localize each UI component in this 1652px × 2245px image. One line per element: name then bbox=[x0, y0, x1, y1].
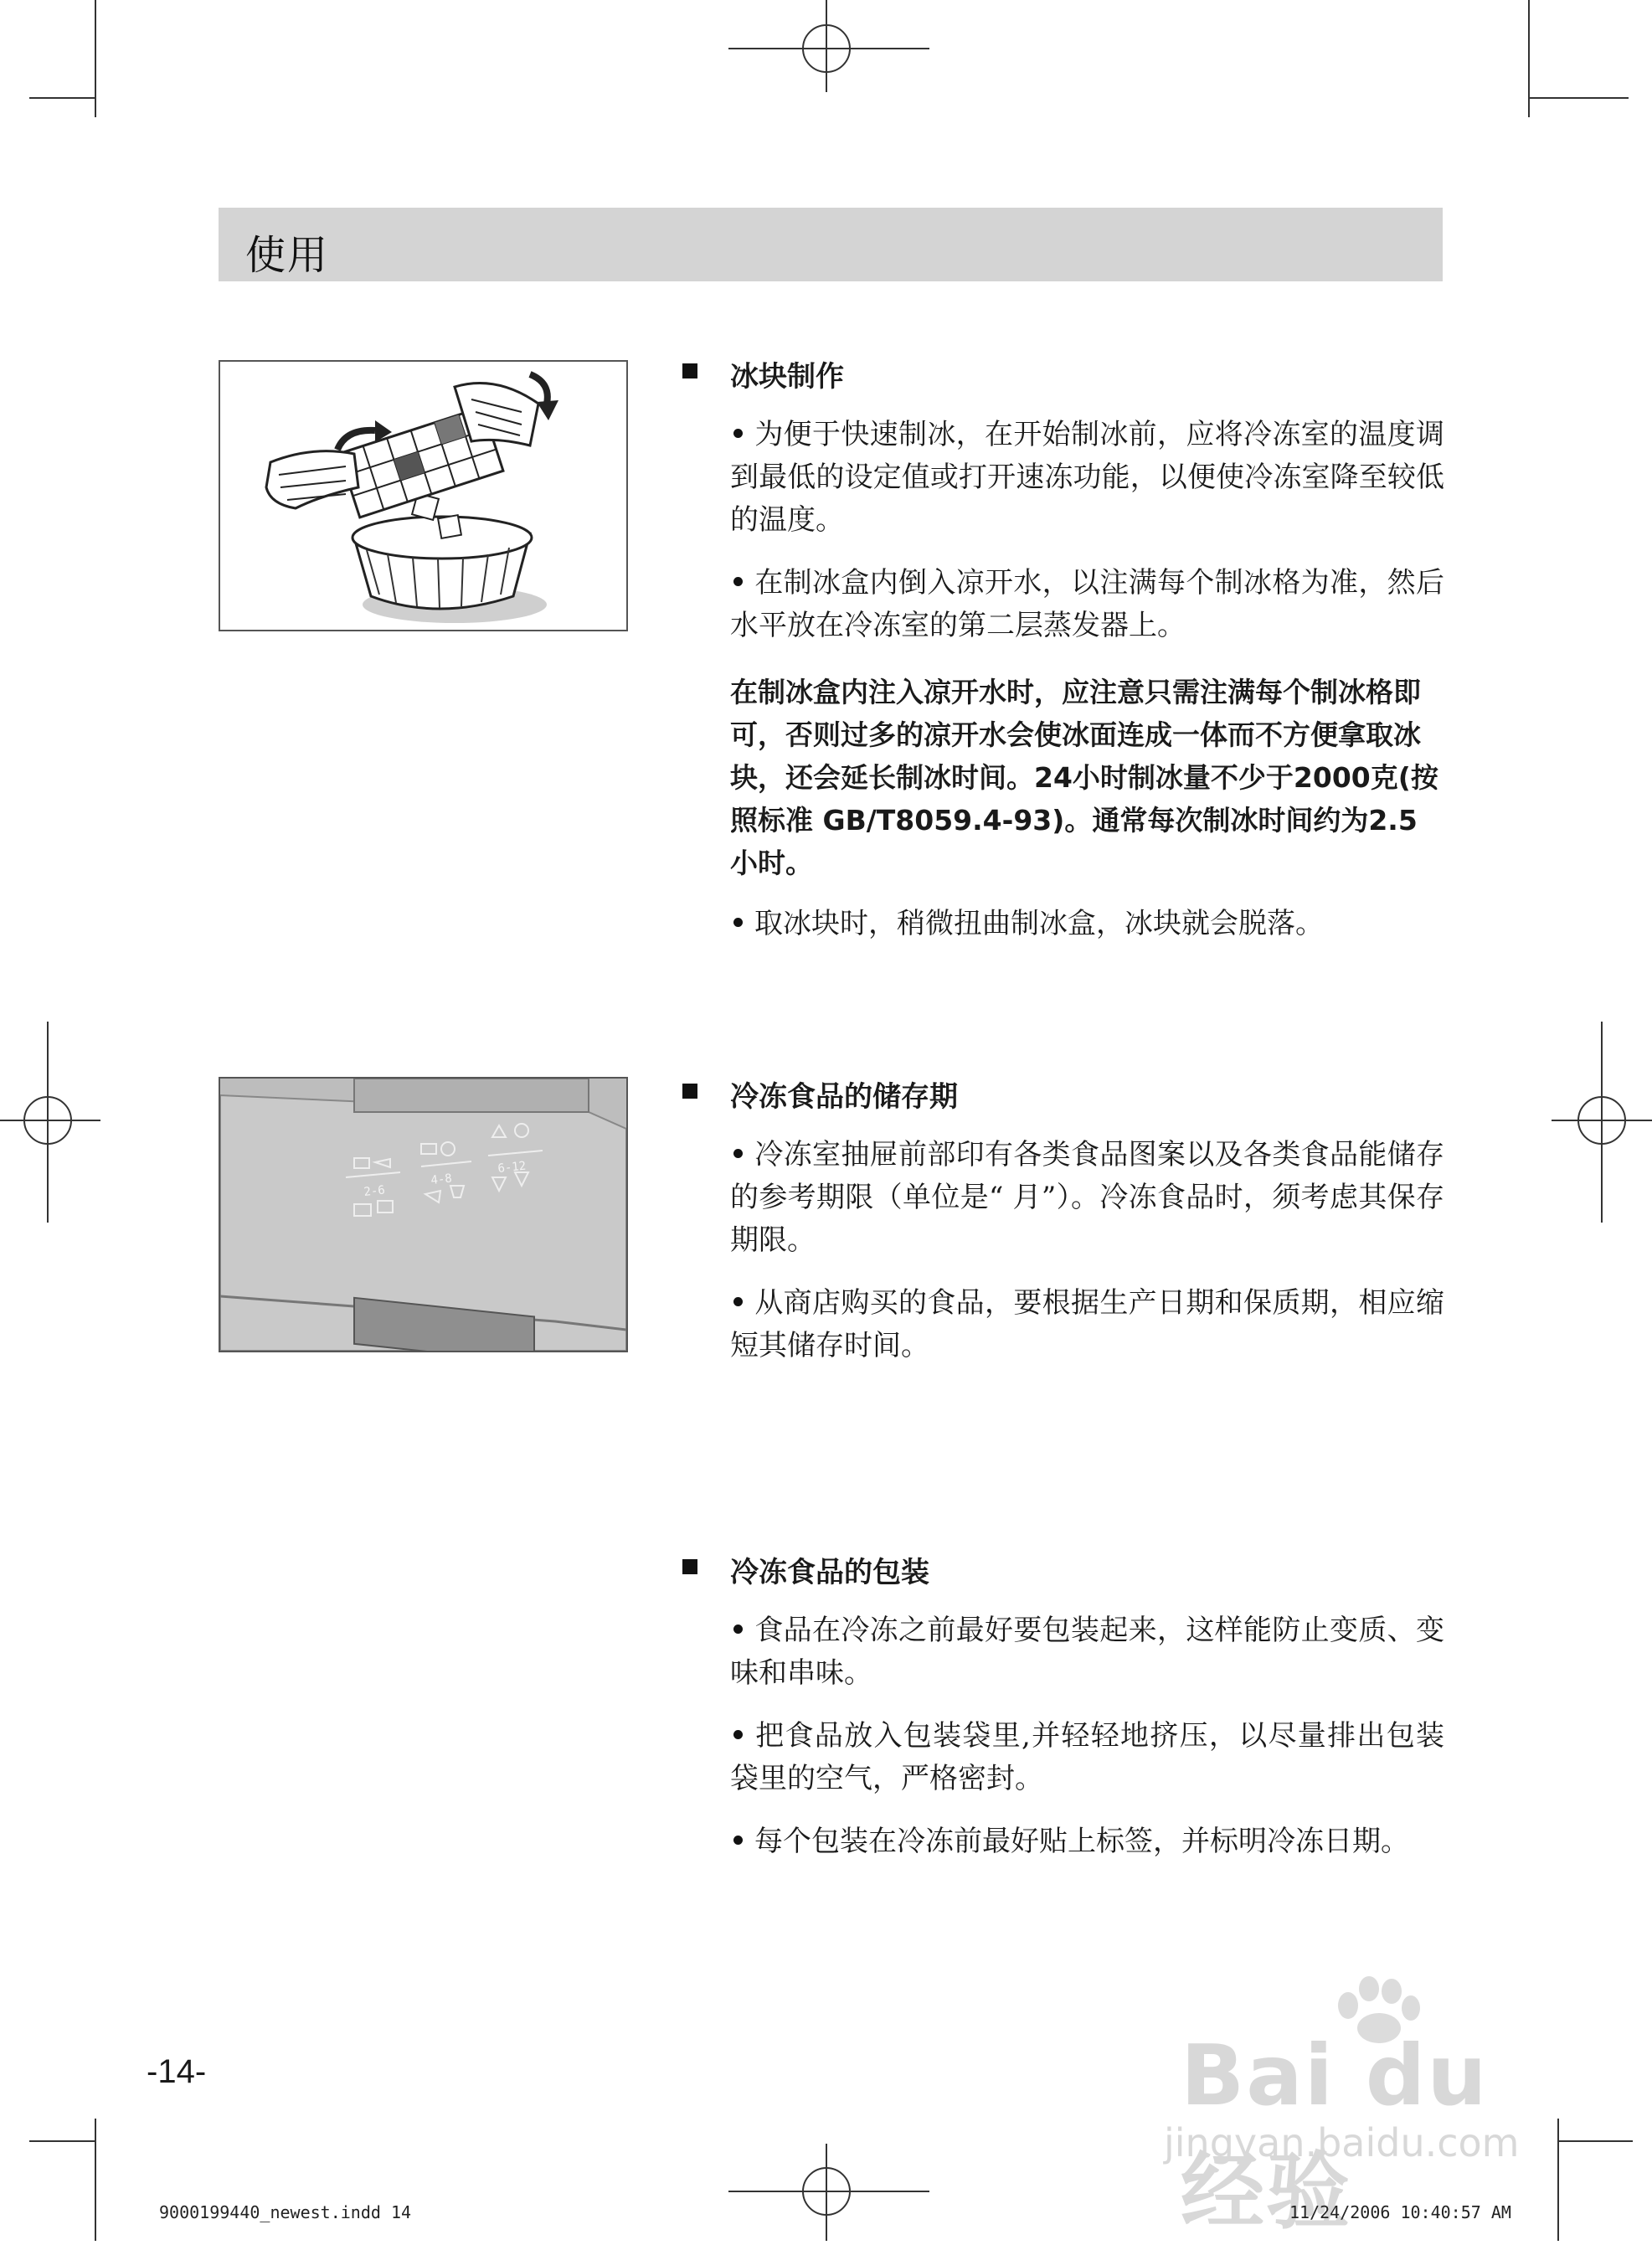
storage-period-label: 4-8 bbox=[430, 1171, 453, 1187]
page-number: -14- bbox=[147, 2053, 207, 2090]
registration-mark-icon bbox=[0, 1022, 100, 1223]
bullet-paragraph: 食品在冷冻之前最好要包装起来，这样能防止变质、变味和串味。 bbox=[730, 1614, 1444, 1690]
bullet-paragraph: 把食品放入包装袋里,并轻轻地挤压，以尽量排出包装袋里的空气，严格密封。 bbox=[730, 1719, 1444, 1795]
bullet-dot-icon bbox=[733, 1836, 743, 1845]
ice-tray-figure bbox=[219, 360, 628, 631]
section-header-bar bbox=[219, 208, 1443, 281]
bullet-dot-icon bbox=[733, 577, 743, 586]
registration-mark-icon bbox=[1552, 1022, 1652, 1223]
section-ice-making bbox=[682, 353, 1444, 945]
section-heading: 冰块制作 bbox=[682, 353, 1444, 395]
page-title: 使用 bbox=[245, 232, 330, 279]
bullet-paragraph: 每个包装在冷冻前最好贴上标签，并标明冷冻日期。 bbox=[730, 1820, 1444, 1863]
square-bullet-icon bbox=[682, 363, 697, 378]
bullet-paragraph: 冷冻室抽屉前部印有各类食品图案以及各类食品能储存的参考期限（单位是“ 月”）。冷冻食品时，须考虑其保存期限。 bbox=[730, 1138, 1444, 1257]
storage-period-label: 6-12 bbox=[497, 1159, 527, 1176]
ice-tray-twist-illustration-icon bbox=[220, 362, 626, 630]
bullet-dot-icon bbox=[733, 1297, 743, 1306]
watermark-url: jingyan.baidu.com bbox=[1164, 2120, 1520, 2165]
crop-mark bbox=[29, 97, 96, 99]
bullet-dot-icon bbox=[733, 1625, 743, 1634]
section-packaging bbox=[682, 1549, 1444, 1863]
bullet-paragraph: 从商店购买的食品，要根据生产日期和保质期，相应缩短其储存时间。 bbox=[730, 1286, 1444, 1362]
bullet-dot-icon bbox=[733, 1149, 743, 1158]
registration-mark-icon bbox=[728, 0, 929, 92]
freezer-drawer-figure bbox=[219, 1077, 628, 1352]
bold-note: 在制冰盒内注入凉开水时，应注意只需注满每个制冰格即可，否则过多的凉开水会使冰面连成一体而不方便拿取冰块，还会延长制冰时间。24小时制冰量不少于2000克(按照标准 GB/T8059.4-93)。通常每次制冰时间约为2.5小时。 bbox=[730, 676, 1438, 879]
bullet-paragraph: 为便于快速制冰，在开始制冰前，应将冷冻室的温度调到最低的设定值或打开速冻功能，以便使冷冻室降至较低的温度。 bbox=[730, 418, 1444, 537]
section-storage-period bbox=[682, 1074, 1444, 1367]
section-heading: 冷冻食品的包装 bbox=[682, 1549, 1444, 1591]
bullet-dot-icon bbox=[733, 429, 743, 438]
freezer-drawer-food-chart-illustration-icon bbox=[220, 1079, 626, 1351]
bullet-paragraph: 在制冰盒内倒入凉开水，以注满每个制冰格为准，然后水平放在冷冻室的第二层蒸发器上。 bbox=[730, 566, 1444, 642]
bullet-dot-icon bbox=[733, 918, 743, 927]
registration-mark-icon bbox=[728, 2144, 929, 2241]
crop-mark bbox=[95, 2119, 96, 2241]
crop-mark bbox=[1528, 97, 1629, 99]
square-bullet-icon bbox=[682, 1084, 697, 1099]
bullet-paragraph: 取冰块时，稍微扭曲制冰盒，冰块就会脱落。 bbox=[730, 903, 1444, 945]
section-heading: 冷冻食品的储存期 bbox=[682, 1074, 1444, 1115]
storage-period-label: 2-6 bbox=[363, 1183, 386, 1199]
footer-file-info: 9000199440_newest.indd 14 bbox=[159, 2202, 412, 2222]
crop-mark bbox=[1528, 0, 1530, 117]
bullet-dot-icon bbox=[733, 1730, 743, 1739]
crop-mark bbox=[29, 2140, 96, 2142]
footer-timestamp: 11/24/2006 10:40:57 AM bbox=[1289, 2202, 1511, 2222]
crop-mark bbox=[1557, 2140, 1633, 2142]
crop-mark bbox=[95, 0, 96, 117]
crop-mark bbox=[1557, 2119, 1559, 2241]
square-bullet-icon bbox=[682, 1559, 697, 1574]
watermark-main-text: Bai du 经验 bbox=[1181, 2026, 1489, 2241]
